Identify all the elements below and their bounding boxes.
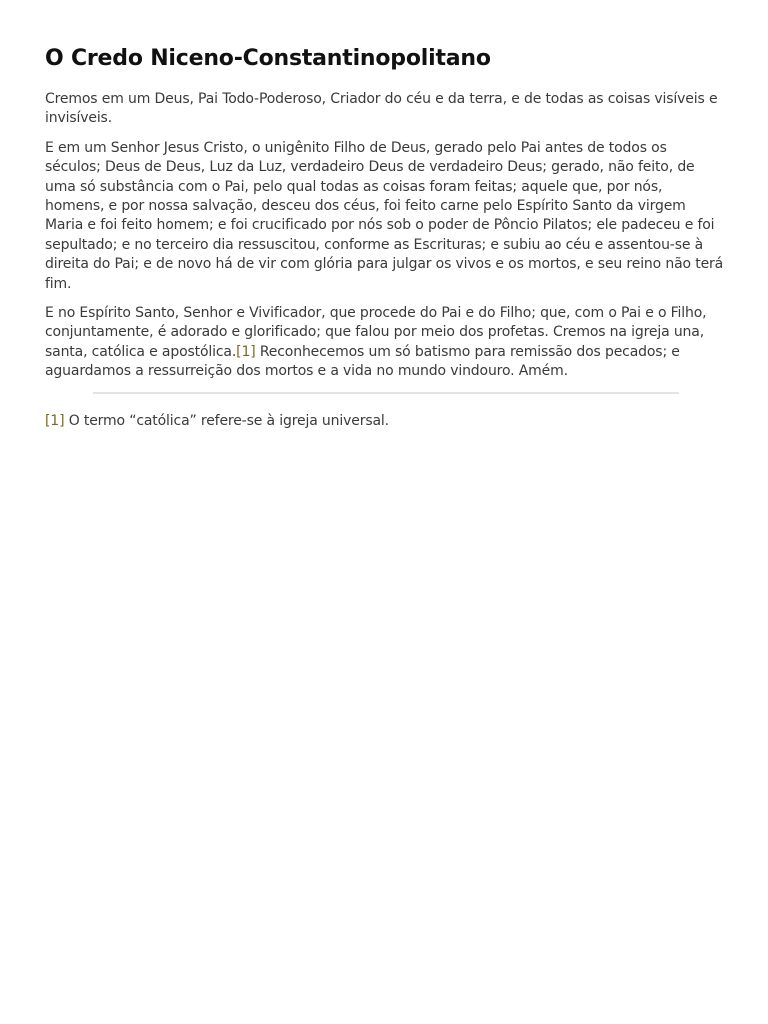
footnote-backlink[interactable]: [1] [45, 412, 65, 429]
paragraph-spirit-text-before: E no Espírito Santo, Senhor e Vivificador, que procede do Pai e do Filho; que, com o Pai e o Filho, conjuntamente, é adorado e glorificado; que falou por meio dos profetas. Cremos na igreja una, santa, católica e apostólica. [45, 305, 707, 360]
footnote [45, 412, 724, 431]
paragraph-spirit [45, 304, 724, 382]
footnote-text: O termo “católica” refere-se à igreja universal. [64, 412, 389, 429]
paragraph-son: E em um Senhor Jesus Cristo, o unigênito Filho de Deus, gerado pelo Pai antes de todos os séculos; Deus de Deus, Luz da Luz, verdadeiro Deus de verdadeiro Deus; gerado, não feito, de uma só substância com o Pai, pelo qual todas as coisas foram feitas; aquele que, por nós, homens, e por nossa salvação, desceu dos céus, foi feito carne pelo Espírito Santo da virgem Maria e foi feito homem; e foi crucificado por nós sob o poder de Pôncio Pilatos; ele padeceu e foi sepultado; e no terceiro dia ressuscitou, conforme as Escrituras; e subiu ao céu e assentou-se à direita do Pai; e de novo há de vir com glória para julgar os vivos e os mortos, e seu reino não terá fim. [45, 139, 724, 292]
page-title: O Credo Niceno-Constantinopolitano [45, 46, 491, 71]
paragraph-spirit-text-after: Reconhecemos um só batismo para remissão dos pecados; e aguardamos a ressurreição dos mortos e a vida no mundo vindouro. Amém. [45, 343, 680, 380]
document-page [0, 0, 768, 431]
paragraph-father: Cremos em um Deus, Pai Todo-Poderoso, Criador do céu e da terra, e de todas as coisas visíveis e invisíveis. [45, 91, 718, 127]
footnote-divider [93, 392, 679, 394]
footnote-reference-link[interactable]: [1] [236, 343, 256, 360]
